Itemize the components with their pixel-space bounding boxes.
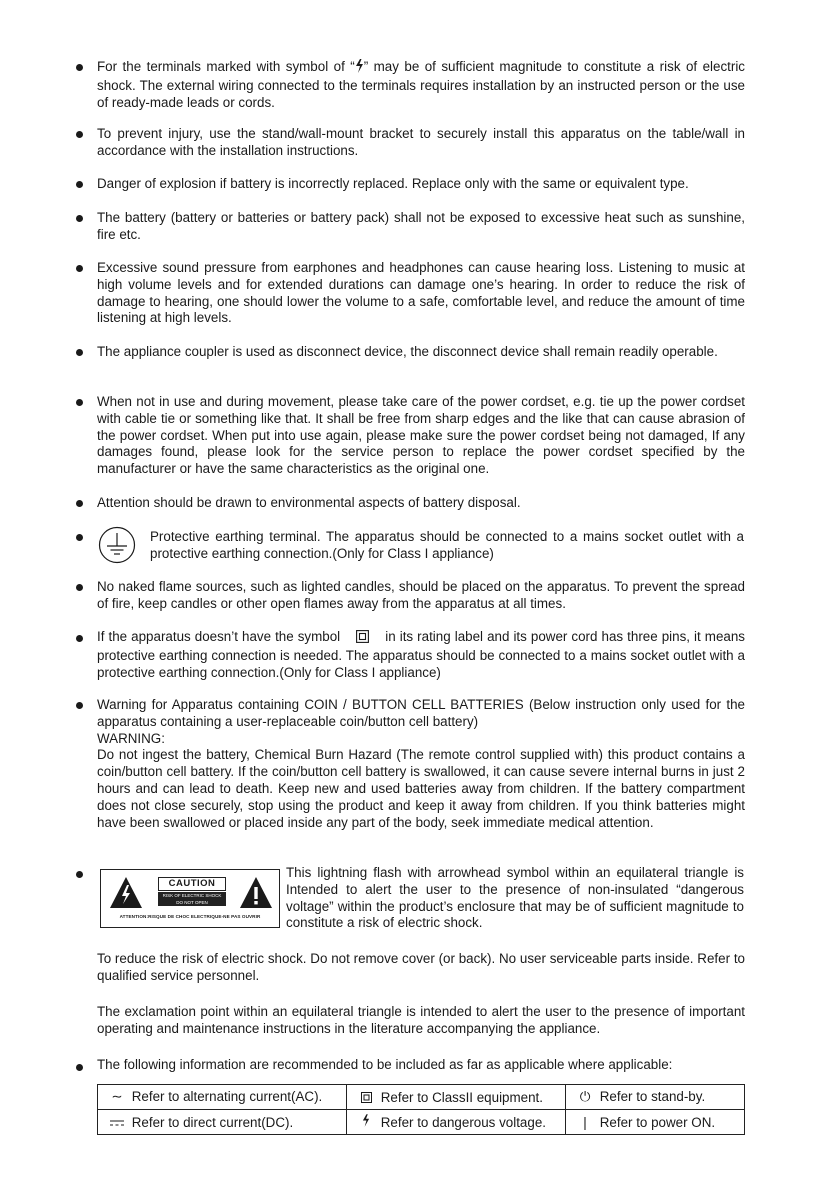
bullet	[76, 215, 83, 222]
class-i-item: If the apparatus doesn’t have the symbol in its rating label and its power cord has three pins, it means protective earthing connection is needed. The apparatus should be connected to a mains socket outlet with a protective earthing connection.(Only for Class I appliance)	[97, 629, 745, 680]
dc-icon	[106, 1115, 128, 1130]
bullet	[76, 349, 83, 356]
class-ii-icon	[356, 630, 369, 648]
bullet	[76, 64, 83, 71]
bullet	[76, 635, 83, 642]
bullet	[76, 181, 83, 188]
coin-battery-item: Warning for Apparatus containing COIN / BUTTON CELL BATTERIES (Below instruction only used for the apparatus containing a user-replaceable coin/button cell battery) WARNING: Do not ingest the battery, Chemical Burn Hazard (The remote control supplied with) this product contains a coin/button cell battery. If the coin/button cell battery is swallowed, it can cause severe internal burns in just 2 hours and can lead to death. Keep new and used batteries away from children. If the battery compartment does not close securely, stop using the product and keep it away from children. If you think batteries might have been swallowed or placed inside any part of the body, seek immediate medical attention.	[97, 697, 745, 830]
lightning-icon	[355, 59, 364, 78]
bullet	[76, 500, 83, 507]
protective-earth-icon	[98, 526, 136, 564]
power-cordset-item: When not in use and during movement, please take care of the power cordset, e.g. tie up the power cordset with cable tie or something like that. It shall be free from sharp edges and the like that can cause abrasion of the power cordset. When put into use again, please make sure the power cordset being not damaged, If any damages found, please look for the service person to replace the power cordset specified by the manufacturer or have the same characteristics as the original one.	[97, 394, 745, 477]
battery-disposal-item: Attention should be drawn to environmental aspects of battery disposal.	[97, 495, 521, 510]
mounting-item: To prevent injury, use the stand/wall-mount bracket to securely install this apparatus on the table/wall in accordance with the installation instructions.	[97, 126, 745, 158]
table-row: Refer to direct current(DC). Refer to dangerous voltage. | Refer to power ON.	[98, 1110, 745, 1135]
bullet	[76, 131, 83, 138]
caution-title: CAUTION	[158, 877, 226, 891]
bullet	[76, 702, 83, 709]
lightning-flash-item: This lightning flash with arrowhead symbol within an equilateral triangle is Intended to alert the user to the presence of non-insulated “dangerous voltage” within the product’s enclosure that may be of sufficient magnitude to constitute a risk of electric shock.	[286, 865, 744, 931]
bullet	[76, 399, 83, 406]
class-ii-icon	[355, 1090, 377, 1105]
caution-attention: ATTENTION:RISQUE DE CHOC ELECTRIQUE-NE PAS OUVRIR	[119, 914, 261, 919]
exclamation-paragraph: The exclamation point within an equilateral triangle is intended to alert the user to the presence of important operating and maintenance instructions in the literature accompanying the appliance.	[97, 1004, 745, 1036]
earthing-item: Protective earthing terminal. The apparatus should be connected to a mains socket outlet with a protective earthing connection.(Only for Class I appliance)	[150, 529, 744, 561]
coupler-item: The appliance coupler is used as disconnect device, the disconnect device shall remain readily operable.	[97, 344, 718, 359]
bullet	[76, 265, 83, 272]
battery-explosion-item: Danger of explosion if battery is incorrectly replaced. Replace only with the same or equivalent type.	[97, 176, 689, 191]
table-row: ∼ Refer to alternating current(AC). Refer to ClassII equipment. ⏻ Refer to stand-by.	[98, 1085, 745, 1110]
lightning-triangle-icon	[109, 876, 143, 910]
symbol-table	[97, 1084, 745, 1135]
battery-heat-item: The battery (battery or batteries or battery pack) shall not be exposed to excessive heat such as sunshine, fire etc.	[97, 210, 745, 242]
naked-flame-item: No naked flame sources, such as lighted candles, should be placed on the apparatus. To prevent the spread of fire, keep candles or other open flames away from the apparatus at all times.	[97, 579, 745, 611]
exclamation-triangle-icon	[239, 876, 273, 910]
ac-icon: ∼	[111, 1089, 123, 1104]
bullet	[76, 871, 83, 878]
terminal-symbol-item: For the terminals marked with symbol of “ ” may be of sufficient magnitude to constitute a risk of electric shock. The external wiring connected to the terminals requires installation by an instructed person or the use of ready-made leads or cords.	[97, 59, 746, 110]
bullet	[76, 534, 83, 541]
caution-subtitle: RISK OF ELECTRIC SHOCK DO NOT OPEN	[158, 892, 226, 906]
lightning-icon	[355, 1114, 377, 1130]
bullet	[76, 1064, 83, 1071]
standby-icon: ⏻	[579, 1089, 591, 1104]
hearing-item: Excessive sound pressure from earphones and headphones can cause hearing loss. Listening to music at high volume levels and for extended durations can damage one’s hearing. In order to reduce the risk of damage to hearing, one should lower the volume to a safe, comfortable level, and reduce the amount of time listening at high levels.	[97, 260, 745, 326]
caution-label	[100, 869, 280, 928]
shock-paragraph: To reduce the risk of electric shock. Do not remove cover (or back). No user serviceable parts inside. Refer to qualified service personnel.	[97, 951, 745, 983]
power-on-icon: |	[583, 1114, 587, 1130]
bullet	[76, 584, 83, 591]
recommended-info-item: The following information are recommended to be included as far as applicable where applicable:	[97, 1057, 673, 1072]
